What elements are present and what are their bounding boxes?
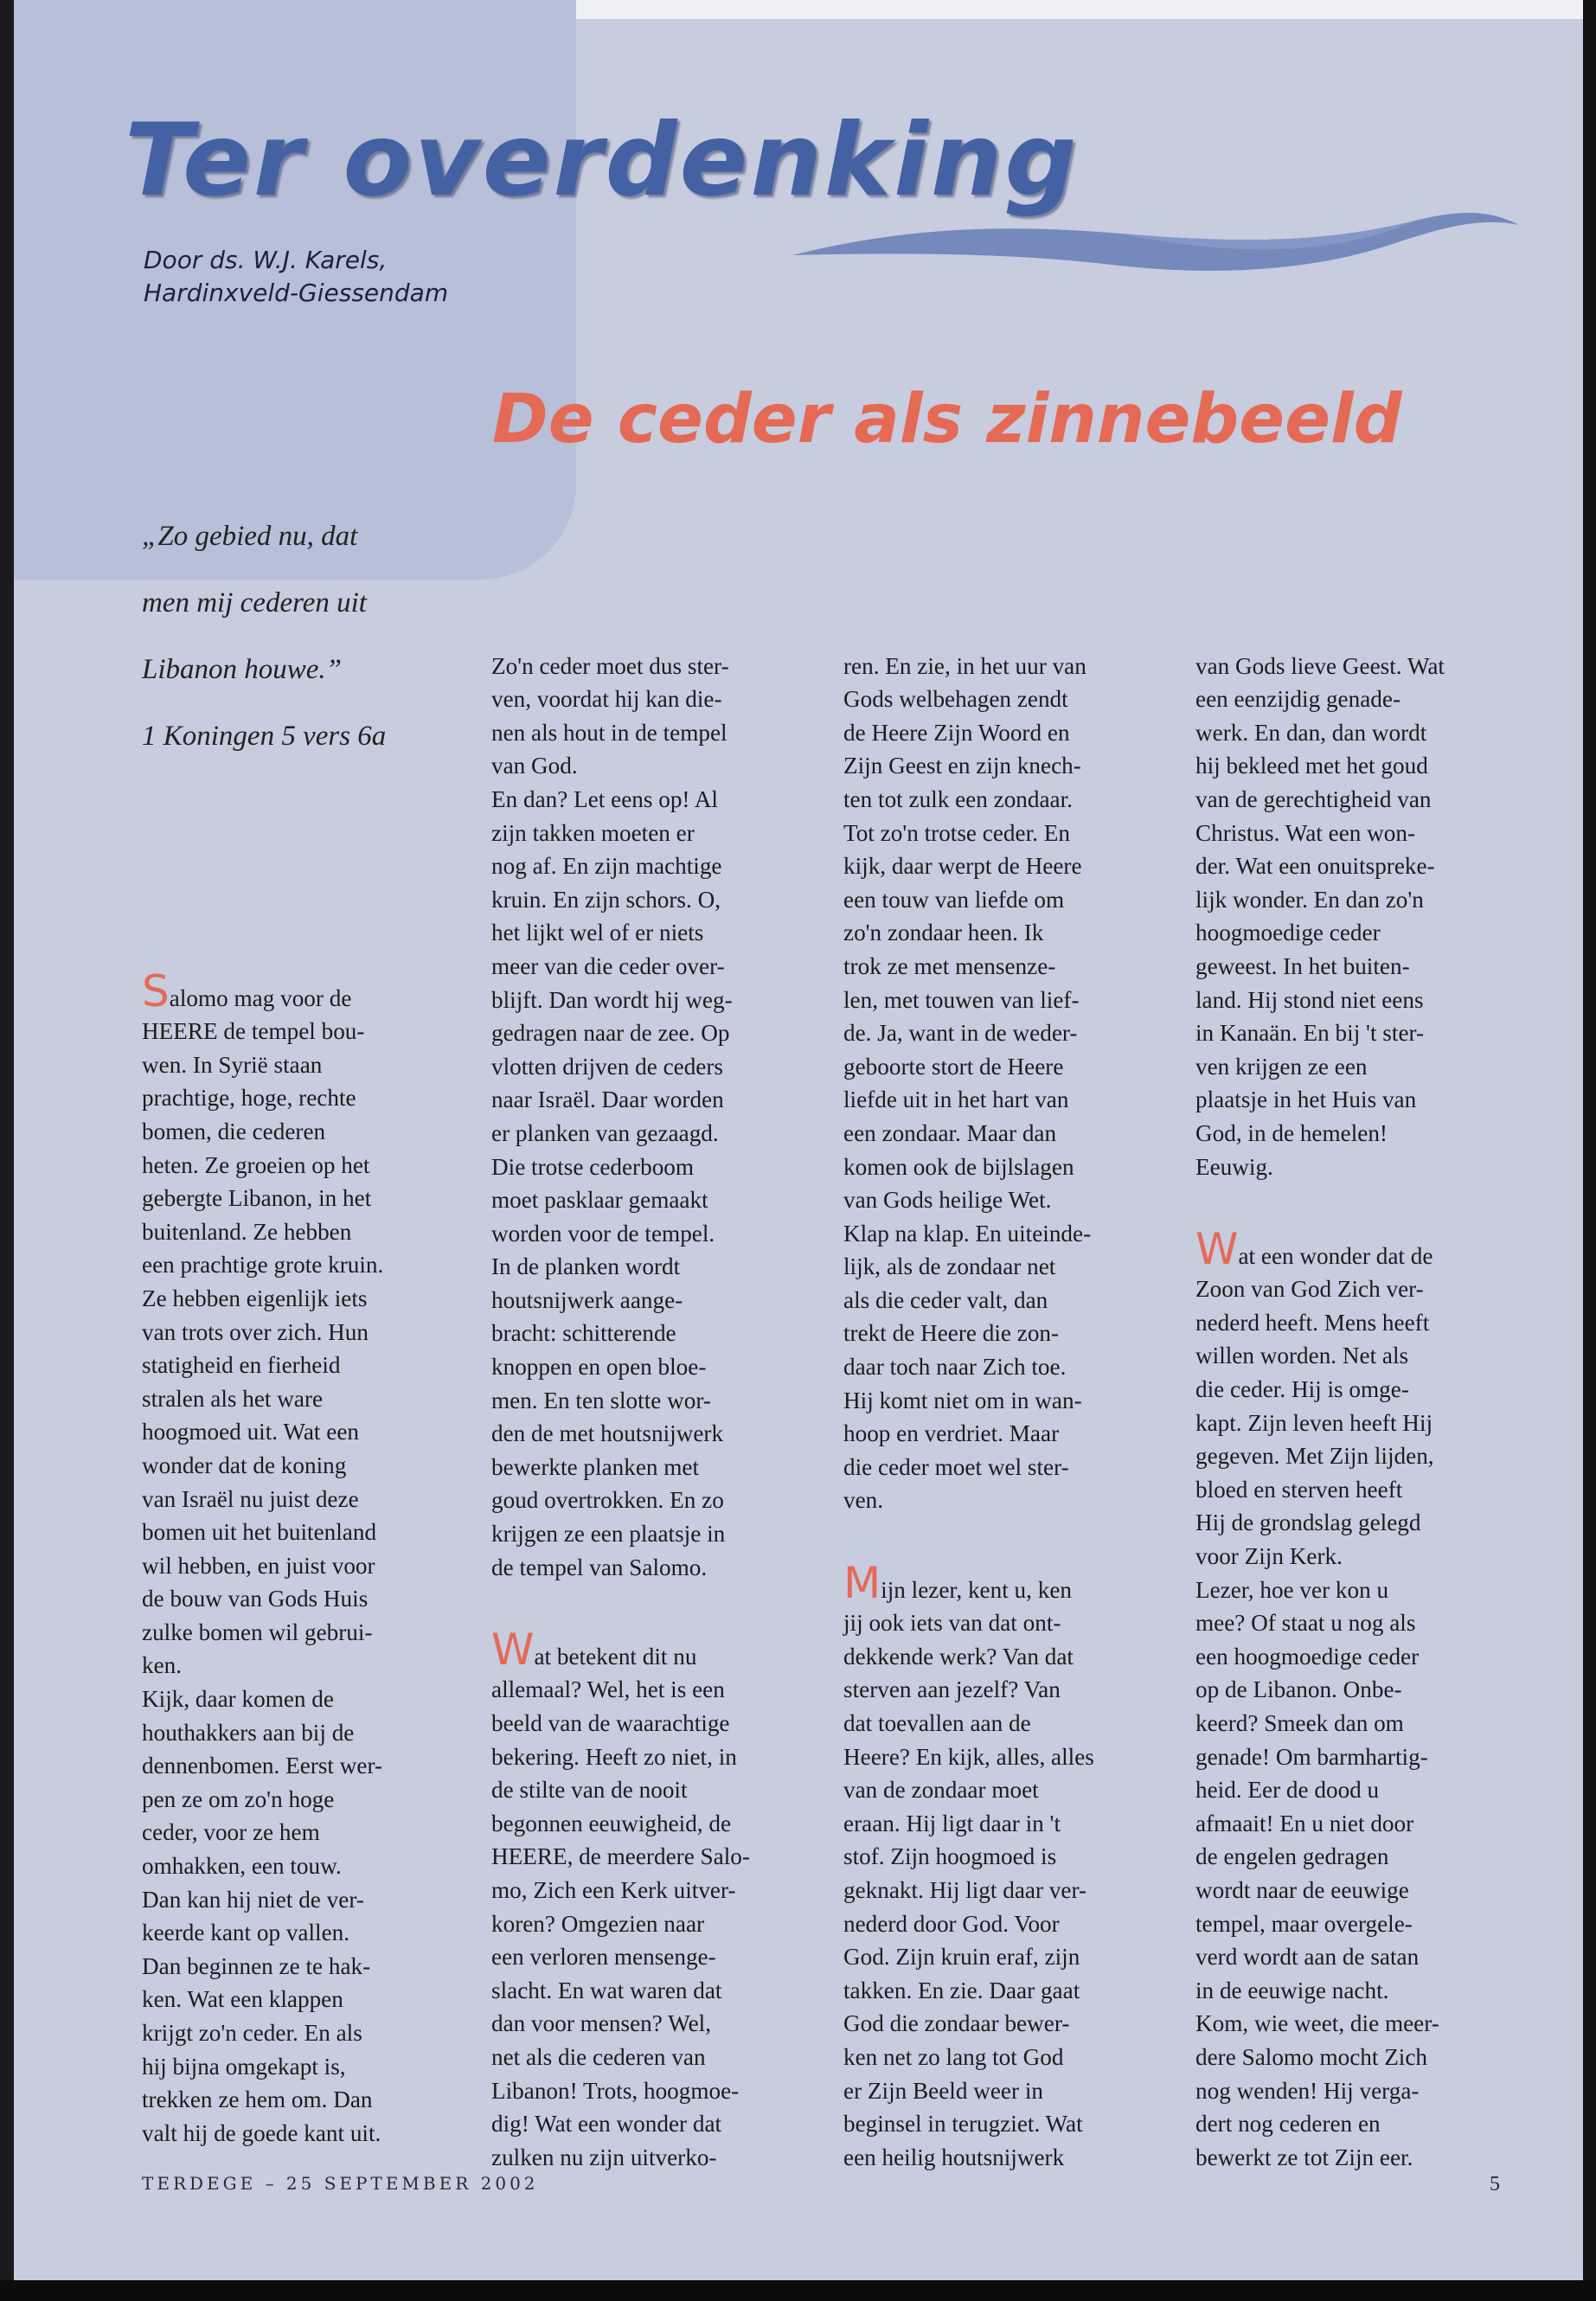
paragraph <box>843 1557 1163 2175</box>
paragraph <box>843 650 1163 1517</box>
drop-cap: S <box>142 965 170 1016</box>
paragraph-text: at betekent dit nu allemaal? Wel, het is een beeld van de waarachtige bekering. Heeft zo niet, in de stilte van de nooit begonnen eeuwigheid, de HEERE, de meerdere Salo- mo, Zich een Kerk uitver- koren? Omgezien naar een verloren mensenge- slacht. En wat waren dat dan voor mensen? Wel, net als die cederen van Libanon! Trots, hoogmoe- dig! Wat een wonder dat zulken nu zijn uitverko- <box>491 1643 750 2170</box>
page-number: 5 <box>1490 2173 1500 2195</box>
byline-location: Hardinxveld-Giessendam <box>144 279 449 307</box>
magazine-page <box>14 0 1583 2280</box>
quote-line: Libanon houwe.” <box>142 654 343 685</box>
text-column-1 <box>142 941 462 2183</box>
paragraph-text: van Gods lieve Geest. Wat een eenzijdig genade- werk. En dan, dan wordt hij bekleed met het goud van de gerechtigheid van Christus. Wat een won- der. Wat een onuitspreke- lijk wonder. En dan zo'n hoogmoedige ceder geweest. In het buiten- land. Hij stond niet eens in Kanaän. En bij 't ster- ven krijgen ze een plaatsje in het Huis van God, in de hemelen! Eeuwig. <box>1195 652 1445 1180</box>
scan-edge-right <box>1583 0 1596 2301</box>
paragraph-text: Zo'n ceder moet dus ster- ven, voordat hij kan die- nen als hout in de tempel van God. En dan? Let eens op! Al zijn takken moeten er nog af. En zijn machtige kruin. En zijn schors. O, het lijkt wel of er niets meer van die ceder over- blijft. Dan wordt hij weg- gedragen naar de zee. Op vlotten drijven de ceders naar Israël. Daar worden er planken van gezaagd. Die trotse cederboom moet pasklaar gemaakt worden voor de tempel. In de planken wordt houtsnijwerk aange- bracht: schitterende knoppen en open bloe- men. En ten slotte wor- den de met houtsnijwerk bewerkte planken met goud overtrokken. En zo krijgen ze een plaatsje in de tempel van Salomo. <box>491 652 733 1580</box>
paragraph-text: ijn lezer, kent u, ken jij ook iets van dat ont- dekkende werk? Van dat sterven aan jezelf? Van dat toevallen aan de Heere? En kijk, alles, alles van de zondaar moet eraan. Hij ligt daar in 't stof. Zijn hoogmoed is geknakt. Hij ligt daar ver- nederd door God. Voor God. Zijn kruin eraf, zijn takken. En zie. Daar gaat God die zondaar bewer- ken net zo lang tot God er Zijn Beeld weer in beginsel in terugziet. Wat een heilig houtsnijwerk <box>843 1576 1094 2170</box>
scan-edge-bottom <box>0 2280 1596 2301</box>
paragraph <box>1195 1223 1516 2175</box>
byline-author: Door ds. W.J. Karels, <box>144 246 388 274</box>
bible-quote <box>142 503 386 770</box>
paragraph <box>1195 650 1516 1184</box>
text-column-3 <box>843 616 1163 2208</box>
quote-line: men mij cederen uit <box>142 587 367 619</box>
drop-cap: M <box>843 1557 881 1608</box>
paragraph-text: ren. En zie, in het uur van Gods welbehagen zendt de Heere Zijn Woord en Zijn Geest en zijn knech- ten tot zulk een zondaar. Tot zo'n trotse ceder. En kijk, daar werpt de Heere een touw van liefde om zo'n zondaar heen. Ik trok ze met mensenze- len, met touwen van lief- de. Ja, want in de weder- geboorte stort de Heere liefde uit in het hart van een zondaar. Maar dan komen ook de bijlslagen van Gods heilige Wet. Klap na klap. En uiteinde- lijk, als de zondaar net als die ceder valt, dan trekt de Heere die zon- daar toch naar Zich toe. Hij komt niet om in wan- hoop en verdriet. Maar die ceder moet wel ster- ven. <box>843 652 1092 1514</box>
paragraph <box>491 1624 811 2175</box>
footer-issue: TERDEGE – 25 SEPTEMBER 2002 <box>142 2173 539 2194</box>
section-title: Ter overdenking <box>125 102 1080 219</box>
drop-cap: W <box>491 1624 535 1675</box>
quote-line: „Zo gebied nu, dat <box>142 521 358 552</box>
drop-cap: W <box>1195 1223 1239 1274</box>
byline <box>144 244 448 310</box>
quote-reference: 1 Koningen 5 vers 6a <box>142 721 387 752</box>
paragraph <box>491 650 811 1585</box>
paragraph <box>142 965 462 2150</box>
text-column-2 <box>491 616 811 2208</box>
article-title: De ceder als zinnebeeld <box>492 381 1402 458</box>
text-column-4 <box>1195 616 1516 2208</box>
paragraph-text: at een wonder dat de Zoon van God Zich ver- nederd heeft. Mens heeft willen worden. Net als die ceder. Hij is omge- kapt. Zijn leven heeft Hij gegeven. Met Zijn lijden, bloed en sterven heeft Hij de grondslag gelegd voor Zijn Kerk. Lezer, hoe ver kon u mee? Of staat u nog als een hoogmoedige ceder op de Libanon. Onbe- keerd? Smeek dan om genade! Om barmhartig- heid. Eer de dood u afmaait! En u niet door de engelen gedragen wordt naar de eeuwige tempel, maar overgele- verd wordt aan de satan in de eeuwige nacht. Kom, wie weet, die meer- dere Salomo mocht Zich nog wenden! Hij verga- dert nog cederen en bewerkt ze tot Zijn eer. <box>1195 1242 1439 2170</box>
paragraph-text: alomo mag voor de HEERE de tempel bou- wen. In Syrië staan prachtige, hoge, rechte bomen, die cederen heten. Ze groeien op het gebergte Libanon, in het buitenland. Ze hebben een prachtige grote kruin. Ze hebben eigenlijk iets van trots over zich. Hun statigheid en fierheid stralen als het ware hoogmoed uit. Wat een wonder dat de koning van Israël nu juist deze bomen uit het buitenland wil hebben, en juist voor de bouw van Gods Huis zulke bomen wil gebrui- ken. Kijk, daar komen de houthakkers aan bij de dennenbomen. Eerst wer- pen ze om zo'n hoge ceder, voor ze hem omhakken, een touw. Dan kan hij niet de ver- keerde kant op vallen. Dan beginnen ze te hak- ken. Wat een klappen krijgt zo'n ceder. En als hij bijna omgekapt is, trekken ze hem om. Dan valt hij de goede kant uit. <box>142 984 384 2146</box>
